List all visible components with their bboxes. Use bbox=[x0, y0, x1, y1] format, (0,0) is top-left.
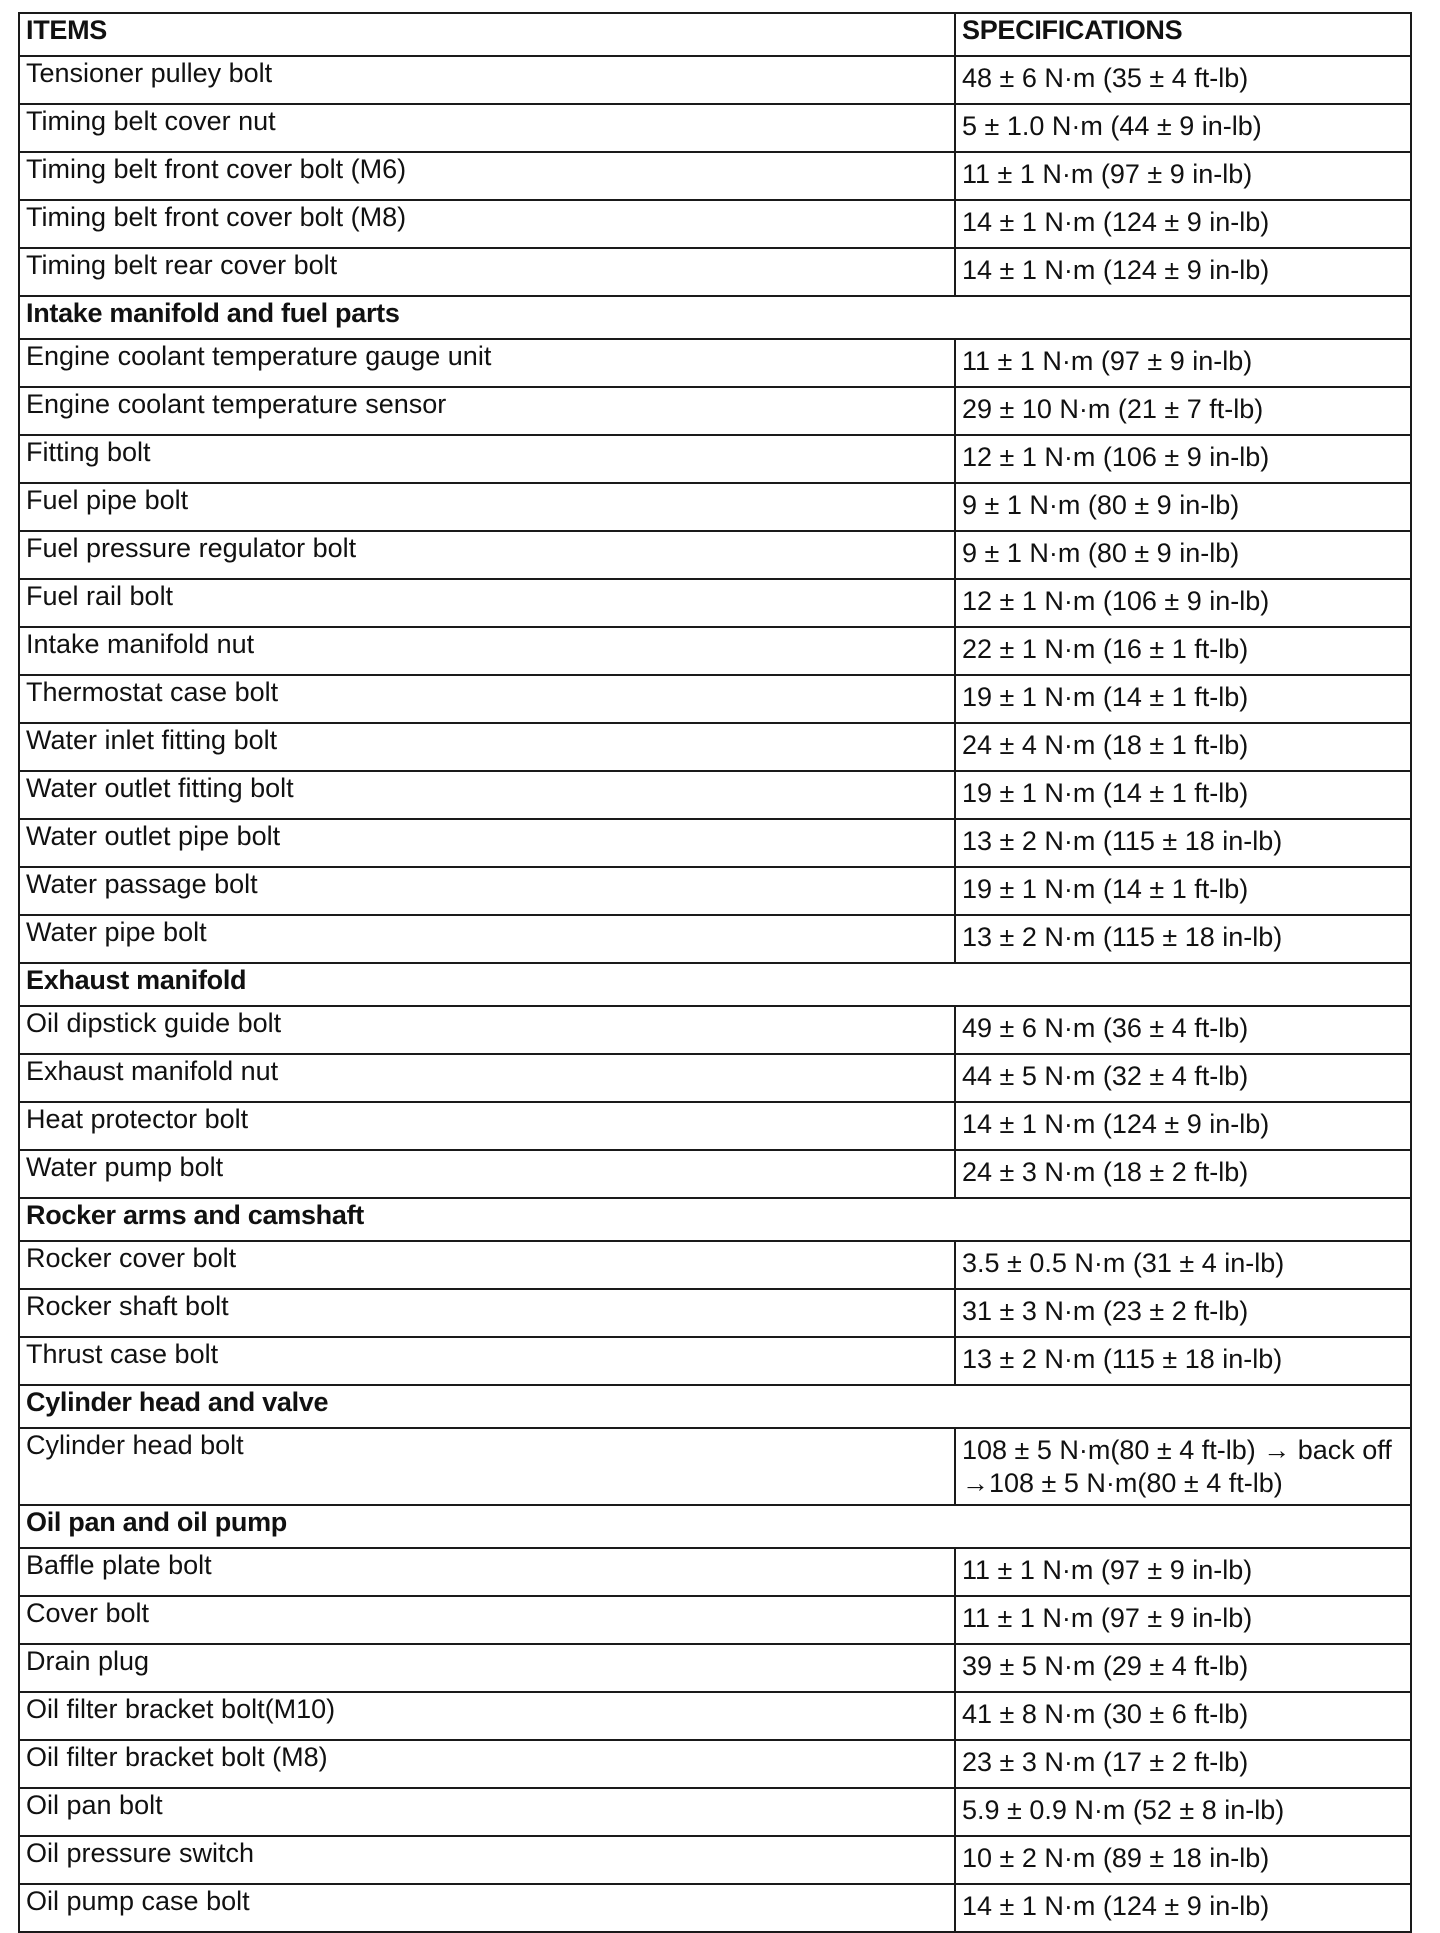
table-row bbox=[19, 1596, 1411, 1644]
specification-cell: 11 ± 1 N·m (97 ± 9 in-lb) bbox=[955, 339, 1411, 387]
item-cell: Exhaust manifold nut bbox=[19, 1054, 955, 1102]
item-cell: Fuel pressure regulator bolt bbox=[19, 531, 955, 579]
table-row bbox=[19, 819, 1411, 867]
table-row bbox=[19, 152, 1411, 200]
section-header-row bbox=[19, 296, 1411, 339]
table-row bbox=[19, 339, 1411, 387]
specification-cell: 19 ± 1 N·m (14 ± 1 ft-lb) bbox=[955, 867, 1411, 915]
section-header-row bbox=[19, 1385, 1411, 1428]
table-row bbox=[19, 56, 1411, 104]
item-cell: Rocker cover bolt bbox=[19, 1241, 955, 1289]
specification-cell: 3.5 ± 0.5 N·m (31 ± 4 in-lb) bbox=[955, 1241, 1411, 1289]
item-cell: Fuel pipe bolt bbox=[19, 483, 955, 531]
item-cell: Engine coolant temperature gauge unit bbox=[19, 339, 955, 387]
specification-cell: 14 ± 1 N·m (124 ± 9 in-lb) bbox=[955, 1102, 1411, 1150]
table-row bbox=[19, 1289, 1411, 1337]
specification-cell: 13 ± 2 N·m (115 ± 18 in-lb) bbox=[955, 915, 1411, 963]
table-row bbox=[19, 723, 1411, 771]
item-cell: Fuel rail bolt bbox=[19, 579, 955, 627]
specification-cell: 48 ± 6 N·m (35 ± 4 ft-lb) bbox=[955, 56, 1411, 104]
specification-cell: 9 ± 1 N·m (80 ± 9 in-lb) bbox=[955, 483, 1411, 531]
table-row bbox=[19, 1644, 1411, 1692]
specification-cell: 19 ± 1 N·m (14 ± 1 ft-lb) bbox=[955, 675, 1411, 723]
table-row bbox=[19, 1241, 1411, 1289]
torque-spec-table bbox=[18, 12, 1412, 1933]
section-title: Rocker arms and camshaft bbox=[19, 1198, 1411, 1241]
section-title: Intake manifold and fuel parts bbox=[19, 296, 1411, 339]
specification-cell: 41 ± 8 N·m (30 ± 6 ft-lb) bbox=[955, 1692, 1411, 1740]
specification-cell: 10 ± 2 N·m (89 ± 18 in-lb) bbox=[955, 1836, 1411, 1884]
item-cell: Intake manifold nut bbox=[19, 627, 955, 675]
specifications-column-header: SPECIFICATIONS bbox=[955, 13, 1411, 56]
specification-cell: 29 ± 10 N·m (21 ± 7 ft-lb) bbox=[955, 387, 1411, 435]
specification-cell: 23 ± 3 N·m (17 ± 2 ft-lb) bbox=[955, 1740, 1411, 1788]
item-cell: Water inlet fitting bolt bbox=[19, 723, 955, 771]
item-cell: Oil pump case bolt bbox=[19, 1884, 955, 1932]
item-cell: Water outlet fitting bolt bbox=[19, 771, 955, 819]
section-header-row bbox=[19, 1505, 1411, 1548]
table-row bbox=[19, 1884, 1411, 1932]
specification-cell: 19 ± 1 N·m (14 ± 1 ft-lb) bbox=[955, 771, 1411, 819]
item-cell: Thermostat case bolt bbox=[19, 675, 955, 723]
items-column-header: ITEMS bbox=[19, 13, 955, 56]
table-row bbox=[19, 627, 1411, 675]
specification-cell: 22 ± 1 N·m (16 ± 1 ft-lb) bbox=[955, 627, 1411, 675]
specification-cell: 11 ± 1 N·m (97 ± 9 in-lb) bbox=[955, 152, 1411, 200]
specification-cell: 5 ± 1.0 N·m (44 ± 9 in-lb) bbox=[955, 104, 1411, 152]
table-row bbox=[19, 1548, 1411, 1596]
table-row bbox=[19, 531, 1411, 579]
table-row bbox=[19, 675, 1411, 723]
item-cell: Timing belt rear cover bolt bbox=[19, 248, 955, 296]
table-row bbox=[19, 867, 1411, 915]
table-row bbox=[19, 248, 1411, 296]
table-row bbox=[19, 1740, 1411, 1788]
specification-cell: 12 ± 1 N·m (106 ± 9 in-lb) bbox=[955, 435, 1411, 483]
specification-cell: 12 ± 1 N·m (106 ± 9 in-lb) bbox=[955, 579, 1411, 627]
table-row bbox=[19, 579, 1411, 627]
item-cell: Water pipe bolt bbox=[19, 915, 955, 963]
specification-cell: 24 ± 4 N·m (18 ± 1 ft-lb) bbox=[955, 723, 1411, 771]
table-row bbox=[19, 1102, 1411, 1150]
specification-cell: 14 ± 1 N·m (124 ± 9 in-lb) bbox=[955, 1884, 1411, 1932]
item-cell: Oil filter bracket bolt (M8) bbox=[19, 1740, 955, 1788]
item-cell: Cylinder head bolt bbox=[19, 1428, 955, 1505]
table-row bbox=[19, 1428, 1411, 1505]
table-row bbox=[19, 387, 1411, 435]
specification-cell: 11 ± 1 N·m (97 ± 9 in-lb) bbox=[955, 1548, 1411, 1596]
item-cell: Water pump bolt bbox=[19, 1150, 955, 1198]
item-cell: Timing belt front cover bolt (M6) bbox=[19, 152, 955, 200]
table-row bbox=[19, 1006, 1411, 1054]
item-cell: Drain plug bbox=[19, 1644, 955, 1692]
table-header-row bbox=[19, 13, 1411, 56]
item-cell: Thrust case bolt bbox=[19, 1337, 955, 1385]
section-title: Exhaust manifold bbox=[19, 963, 1411, 1006]
item-cell: Tensioner pulley bolt bbox=[19, 56, 955, 104]
section-title: Oil pan and oil pump bbox=[19, 1505, 1411, 1548]
item-cell: Oil dipstick guide bolt bbox=[19, 1006, 955, 1054]
item-cell: Oil pressure switch bbox=[19, 1836, 955, 1884]
item-cell: Oil filter bracket bolt(M10) bbox=[19, 1692, 955, 1740]
table-row bbox=[19, 1836, 1411, 1884]
table-row bbox=[19, 200, 1411, 248]
item-cell: Timing belt front cover bolt (M8) bbox=[19, 200, 955, 248]
item-cell: Water outlet pipe bolt bbox=[19, 819, 955, 867]
table-row bbox=[19, 1692, 1411, 1740]
specification-cell: 14 ± 1 N·m (124 ± 9 in-lb) bbox=[955, 248, 1411, 296]
table-row bbox=[19, 1054, 1411, 1102]
item-cell: Water passage bolt bbox=[19, 867, 955, 915]
section-title: Cylinder head and valve bbox=[19, 1385, 1411, 1428]
item-cell: Cover bolt bbox=[19, 1596, 955, 1644]
specification-cell: 24 ± 3 N·m (18 ± 2 ft-lb) bbox=[955, 1150, 1411, 1198]
table-row bbox=[19, 483, 1411, 531]
section-header-row bbox=[19, 963, 1411, 1006]
table-row bbox=[19, 771, 1411, 819]
item-cell: Oil pan bolt bbox=[19, 1788, 955, 1836]
specification-cell: 13 ± 2 N·m (115 ± 18 in-lb) bbox=[955, 1337, 1411, 1385]
specification-cell: 11 ± 1 N·m (97 ± 9 in-lb) bbox=[955, 1596, 1411, 1644]
section-header-row bbox=[19, 1198, 1411, 1241]
item-cell: Rocker shaft bolt bbox=[19, 1289, 955, 1337]
table-row bbox=[19, 1788, 1411, 1836]
item-cell: Baffle plate bolt bbox=[19, 1548, 955, 1596]
table-row bbox=[19, 1150, 1411, 1198]
specification-cell: 14 ± 1 N·m (124 ± 9 in-lb) bbox=[955, 200, 1411, 248]
specification-cell: 49 ± 6 N·m (36 ± 4 ft-lb) bbox=[955, 1006, 1411, 1054]
table-row bbox=[19, 915, 1411, 963]
item-cell: Fitting bolt bbox=[19, 435, 955, 483]
specification-cell: 39 ± 5 N·m (29 ± 4 ft-lb) bbox=[955, 1644, 1411, 1692]
specification-cell: 44 ± 5 N·m (32 ± 4 ft-lb) bbox=[955, 1054, 1411, 1102]
item-cell: Heat protector bolt bbox=[19, 1102, 955, 1150]
table-row bbox=[19, 1337, 1411, 1385]
specification-cell: 9 ± 1 N·m (80 ± 9 in-lb) bbox=[955, 531, 1411, 579]
item-cell: Engine coolant temperature sensor bbox=[19, 387, 955, 435]
specification-cell: 5.9 ± 0.9 N·m (52 ± 8 in-lb) bbox=[955, 1788, 1411, 1836]
table-row bbox=[19, 435, 1411, 483]
table-row bbox=[19, 104, 1411, 152]
specification-cell: 13 ± 2 N·m (115 ± 18 in-lb) bbox=[955, 819, 1411, 867]
specification-cell: 31 ± 3 N·m (23 ± 2 ft-lb) bbox=[955, 1289, 1411, 1337]
table-body bbox=[19, 56, 1411, 1932]
specification-cell: 108 ± 5 N·m(80 ± 4 ft-lb) → back off →108 ± 5 N·m(80 ± 4 ft-lb) bbox=[955, 1428, 1411, 1505]
item-cell: Timing belt cover nut bbox=[19, 104, 955, 152]
